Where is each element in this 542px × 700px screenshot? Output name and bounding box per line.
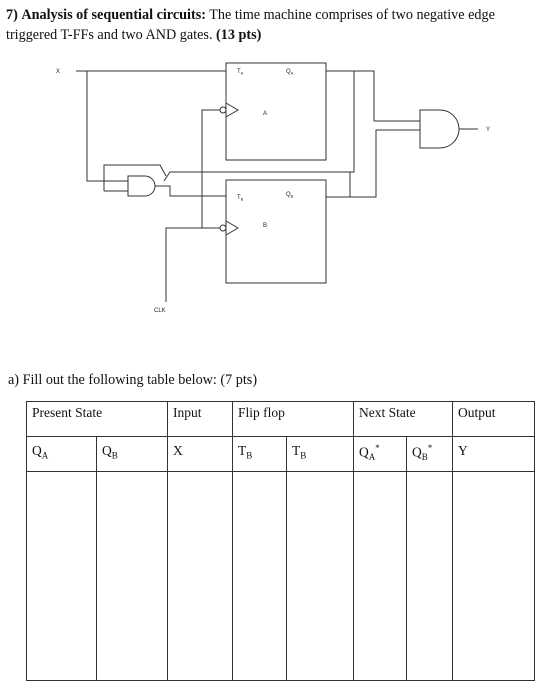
cell-qb-next[interactable] [407,472,453,681]
state-table [26,401,535,681]
cell-x[interactable] [168,472,233,681]
table-column-header-row [27,437,535,472]
circuit-diagram [0,52,542,322]
question-header [6,5,540,45]
wire-qb [326,130,420,197]
question-points: (13 pts) [216,27,262,43]
cell-qa[interactable] [27,472,97,681]
col-tb-2: $T_B$ [287,437,354,472]
col-qa-next: $Q_A^*$ [354,437,407,472]
and-gate-tb [128,176,155,196]
wire-clk-a [202,110,220,228]
question-title: Analysis of sequential circuits: [21,7,206,23]
table-group-header-row [27,402,535,437]
flip-flop-a [226,63,326,160]
cell-qa-next[interactable] [354,472,407,681]
col-tb-1: $T_B$ [233,437,287,472]
wire-and-out [155,186,226,196]
col-qb: $Q_B$ [97,437,168,472]
output-y-label: Y [486,127,491,133]
header-next-state: Next State [354,402,453,437]
clock-label: CLK [154,308,166,314]
and-gate-y [420,110,459,148]
col-qa: $Q_A$ [27,437,97,472]
part-a-prompt [8,372,257,389]
col-y: Y [453,437,535,472]
cell-tb-1[interactable] [233,472,287,681]
col-x: X [168,437,233,472]
ff-a-t-label: $T_A$ [237,69,244,76]
cell-y[interactable] [453,472,535,681]
header-input: Input [168,402,233,437]
header-flip-flop: Flip flop [233,402,354,437]
ff-a-q-label: $Q_A$ [286,69,294,76]
ff-b-t-label: $T_B$ [237,195,244,202]
ff-b-q-label: $Q_B$ [286,192,294,199]
header-present-state: Present State [27,402,168,437]
question-text-1: The time machine comprises of two negative edge [205,7,495,23]
cell-qb[interactable] [97,472,168,681]
ff-a-name: A [263,111,268,117]
col-qb-next: $Q_B^*$ [407,437,453,472]
wire-loop [104,165,166,191]
part-a-label: a) [8,372,20,388]
flip-flop-b [226,180,326,283]
wire-clk [166,228,220,302]
ff-b-clock-bubble [220,225,226,231]
input-x-label: X [56,69,61,75]
question-text-2: triggered T-FFs and two AND gates. [6,27,213,43]
cell-tb-2[interactable] [287,472,354,681]
ff-a-clock-bubble [220,107,226,113]
wire-qa [326,71,420,121]
part-a-text: Fill out the following table below: (7 pts) [22,372,258,388]
question-number: 7) [6,7,18,23]
table-body-row [27,472,535,681]
header-output: Output [453,402,535,437]
ff-b-name: B [263,223,268,229]
